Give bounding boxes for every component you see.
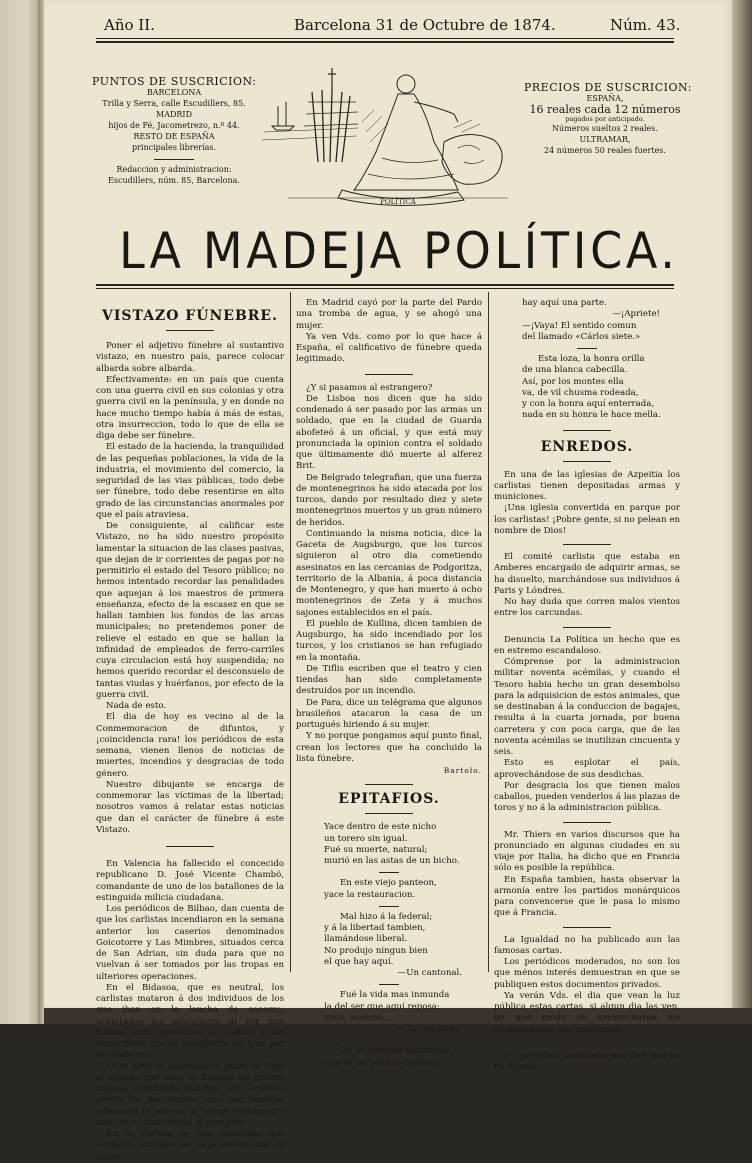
column-2	[296, 298, 482, 1069]
verse-line: Esta loza, la honra orilla	[538, 354, 645, 364]
ornament-rule	[166, 846, 214, 847]
paragraph: Continuando la misma noticia, dice la Gaceta de Augsburgo, que los turcos siguieron al otro dia cometiendo asesinatos en las cercanias de Podgoritza, territorio de la Albania, á poca distancia de Montenegro, y que han muerto á ocho montenegrinos de Zeta y á muchos sajones establecidos en el país.	[296, 528, 482, 618]
signature: Bartolo.	[443, 766, 482, 775]
ornament-rule	[365, 813, 413, 814]
admin-address: Escudillers, núm. 85, Barcelona.	[108, 176, 240, 185]
sp-line: MADRID	[156, 110, 192, 119]
paragraph: En Valencia ha fallecido el concecido republicano D. José Vicente Chambó, comandante de uno de los batallones de la estinguida milicia ciudadana.	[96, 859, 284, 903]
header-rule-thick	[96, 41, 674, 43]
verse-line: Fué su muerte, natural;	[324, 844, 428, 855]
paragraph: En el Bidasoa, que es neutral, los carlistas mataron á dos individuos de los que iban en la lancha de socorro, acalorados los miqueletes al ver que habían sido detenidos el cañon y las municiones que se remitieron de Irun por el citado rio.	[96, 982, 284, 1061]
verse-line: del llamado «Cárlos siete.»	[522, 331, 641, 342]
verse-line: Yace dentro de este nicho	[324, 822, 437, 833]
left-page-strip	[0, 0, 38, 1024]
verse-line: violó, asesinó...	[324, 1012, 391, 1023]
paragraph: Cómprense por la administracion militar noventa acémilas, y cuando el Tesoro habia hecho un gran desembolso para la adquisicion de estos animales, que se destinaban á la conduccion de bagajes, resulta á la cuarta jornada, por buena carretera y con poca carga, que de las noventa acémilas se inutilizan cincuenta y seis.	[494, 657, 680, 757]
paragraph: En España tambien, hasta observar la armonía entre los partidos monárquicos para convencerse que le pasa lo mismo que á Francia.	[494, 874, 680, 919]
verse-line: llamándose liberal.	[324, 934, 408, 945]
year-label: Año II.	[104, 16, 155, 34]
verse-line: En este viejo panteon,	[340, 878, 437, 889]
verse-line: yace la restauracion.	[324, 889, 416, 900]
admin-title: Redaccion y administracion:	[116, 165, 232, 174]
paragraph: Nuestro dibujante se encarga de conmemorar las víctimas de la libertad; nosotros vamos á relatar estas noticias que dan el carácter de fúnebre á este Vistazo.	[96, 779, 284, 835]
subscription-prices	[524, 81, 692, 156]
paragraph: De consiguiente, al calificar este Vistazo, no ha sido nuestro propósito lamentar la situacion de las clases pasivas, que dejan de ir corrientes de pagas por no permitirlo el estado del Tesoro público; no hemos intentado recordar las penalidades que aquejan á los maestros de primera enseñanza, efecto de la escasez en que se hallan tambien los fondos de las arcas municipales; no pretendemos poner de relieve el estado en que se hallan la infinidad de empleados de ferro-carriles cuya circulacion está hoy suspendida; no hemos querido recordar el desconsuelo de tantas viudas y huérfanos, por efecto de la guerra civil.	[96, 521, 284, 700]
masthead-rule-thin	[96, 288, 674, 289]
masthead-title: LA MADEJA POLÍTICA.	[119, 222, 679, 280]
ornament-rule	[563, 822, 611, 823]
ornament-rule	[563, 1043, 611, 1044]
verse-line: —¡Apriete!	[612, 309, 660, 320]
verse-line: y á la libertad tambien,	[324, 923, 426, 933]
vignette-banner: POLÍTICA	[380, 198, 416, 206]
sp-line: RESTO DE ESPAÑA	[133, 132, 215, 141]
verse-line: de una blanca cabecilla.	[522, 365, 628, 376]
paragraph: El pueblo de Kullina, dicen tambien de Augsburgo, ha sido incendiado por los turcos, y los cristianos se han refugiado en la montaña.	[296, 618, 482, 663]
article-heading: ENREDOS.	[540, 438, 634, 455]
ornament-rule	[379, 1040, 399, 1041]
verse-line: murió en las astas de un bicho.	[324, 856, 460, 866]
paragraph: El comité carlista que estaba en Amberes encargado de adquirir armas, se ha disuelto, marchándose sus individuos á Paris y Lóndres.	[494, 552, 680, 596]
paragraph: En una de las iglesias de Azpeitia los carlistas tienen depositadas armas y municiones.	[494, 469, 680, 502]
article-heading: EPITAFIOS.	[338, 791, 440, 808]
paragraph: El dia de hoy es vecino al de la Conmemoracion de difuntos, y ¡coincidencia rara! los periódicos de esta semana, vienen llenos de noticias de muertes, incendios y desgracias de todo género.	[96, 712, 284, 779]
verse-line: Mal hizo á la federal;	[340, 911, 433, 922]
price-line: 24 números 50 reales fuertes.	[544, 146, 666, 155]
paragraph: Nada de esto.	[106, 701, 167, 711]
paragraph: La Igualdad no ha publicado aun las famosas cartas.	[494, 934, 680, 956]
divider	[154, 159, 194, 160]
column-3	[494, 298, 680, 1073]
verse-line: nada en su honra le hace mella.	[522, 410, 661, 421]
verse-line: Fué la vida mas inmunda	[340, 990, 450, 1001]
paragraph: Y no porque pongamos aquí punto final, crean los lectores que ha concluido la lista fúnebre.	[296, 731, 482, 764]
price-line: pagados por anticipado.	[565, 115, 645, 123]
verse-line: la del ser que aquí reposa:	[324, 1001, 440, 1012]
paragraph: Poner el adjetivo fúnebre al sustantivo vistazo, en nuestro país, parece colocar albarda sobre albarda.	[96, 341, 284, 374]
ornament-rule	[365, 784, 413, 785]
verse-line: De un viviente mozalvete,	[340, 1046, 453, 1057]
price-line: ULTRAMAR,	[579, 135, 631, 144]
subscription-points	[92, 76, 256, 186]
verse-line: que es un pedazo de atun,	[324, 1057, 439, 1068]
paragraph: De Lisboa nos dicen que ha sido condenado á ser pasado por las armas un soldado, que en la ciudad de Guarda abofeteó á un oficial, y que está muy pronunciada la opinion contra el soldado que últimamente dió muerte al alferez Brit.	[296, 393, 482, 472]
paragraph: Efectivamente: en un país que cuenta con una guerra civil en sus colonias y otra guerra civil en la península, y en donde no hace mucho tiempo había á más de estas, otra insurreccion, todo lo que de ella se diga debe ser fúnebre.	[96, 374, 284, 441]
verse-line: hay aquí una parte.	[522, 298, 607, 308]
paragraph: En la Coruña se han suicidado dos soldados, sin que se haya averiguado la causa.	[96, 1129, 284, 1162]
column-1	[96, 298, 284, 1163]
paragraph: Ya ven Vds. como por lo que hace á España, el calificativo de fúnebre queda legitimado.	[296, 331, 482, 365]
verse-line: —Un cantonal.	[397, 968, 462, 978]
subscription-prices-title: PRECIOS DE SUSCRICION:	[524, 81, 692, 94]
verse-line: No produjo ningun bien	[324, 945, 428, 956]
paragraph: Mr. Thiers en varios discursos que ha pronunciado en algunas ciudades en su viaje por Italia, ha dicho que en Francia sólo es posible la república.	[494, 829, 680, 874]
paragraph: En Madrid cayó por la parte del Pardo una tromba de agua, y se ahogó una mujer.	[296, 298, 482, 331]
sp-line: principales librerías.	[131, 143, 217, 152]
verse-line: —¡Vaya! El sentido comun	[522, 320, 637, 331]
ornament-rule	[379, 984, 399, 985]
paragraph: De Belgrado telegrafian, que una fuerza de montenegrinos ha sido atacada por los turcos, dando por resultado diez y siete montenegrinos muertos y un gran número de heridos.	[296, 472, 482, 528]
verse-line: un torero sin igual.	[324, 833, 408, 844]
masthead-rule	[96, 284, 674, 286]
paragraph: El estado de la hacienda, la tranquilidad de las pequeñas poblaciones, la vida de la industria, el movimiento del comercio, la seguridad de las vias públicas, todo debe ser fúnebre, todo debe resentirse en alto grado de las circunstancias anormales por que el país atraviesa.	[96, 442, 284, 520]
place-date: Barcelona 31 de Octubre de 1874.	[294, 16, 556, 34]
verse-line: —Un carcunda.	[394, 1024, 462, 1034]
paragraph: Los periódicos moderados, no son los que ménos interés demuestran en que se publiquen estos documentos privados.	[494, 957, 680, 990]
price-line: Números sueltos 2 reales.	[552, 124, 658, 133]
sp-line: Trilla y Serra, calle Escudillers, 85.	[102, 99, 246, 108]
ornament-rule	[563, 627, 611, 628]
column-separator	[488, 292, 489, 972]
ornament-rule	[563, 461, 611, 462]
header-rule	[96, 38, 674, 39]
ornament-rule	[563, 927, 611, 928]
verse-line: va, de vil chusma rodeada,	[522, 387, 639, 398]
allegory-vignette	[258, 62, 520, 212]
subscription-points-title: PUNTOS DE SUSCRICION:	[92, 75, 257, 88]
paragraph: Los periódicos de Bilbao, dan cuenta de que los carlistas incendiaron en la semana anterior los caseríos denominados Goicotorre y Las Mimbres, situados cerca de San Adrian, sin duda para que no vuelvan á ser tomados por las tropas en ulteriores operaciones.	[96, 904, 284, 982]
ornament-rule	[563, 430, 611, 431]
paragraph: De Para, dice un telégrama que algunos brasileños atacaron la casa de un portugués hiriendo á su mujer.	[296, 697, 482, 730]
ornament-rule	[563, 544, 611, 545]
sp-line: BARCELONA	[146, 88, 202, 97]
verse-line: Así, por los montes ella	[522, 376, 624, 387]
paragraph: Esto es esplotar el país, aprovechándose de sus desdichas.	[494, 758, 680, 780]
paragraph: De Tiflis escriben que el teatro y cien tiendas han sido completamente destruidos por un incendio.	[296, 663, 482, 697]
article-heading: VISTAZO FÚNEBRE.	[102, 308, 278, 324]
ornament-rule	[166, 330, 214, 331]
paragraph: No hay duda que corren malos vientos entre los carcundas.	[494, 597, 680, 619]
ornament-rule	[577, 348, 597, 349]
paragraph: Por desgracia los que tienen malos caballos, pueden venderlos á las plazas de toros y no á la administracion pública.	[494, 780, 680, 814]
paragraph: Ya verán Vds. el dia que vean la luz pública estas cartas, si algun dia las ven, de qué modo se aprovecharán los moderados de sus contenidos.	[494, 990, 680, 1035]
sp-line: hijos de Fé, Jacometrezo, n.º 44.	[108, 121, 240, 130]
paragraph: ¡Una iglesia convertida en parque por los carlistas! ¡Pobre gente, si no pelean en nombre de Dios!	[494, 503, 680, 536]
ornament-rule	[379, 906, 399, 907]
ornament-rule	[379, 872, 399, 873]
paragraph: Denuncia La Política un hecho que es en estremo escandaloso.	[494, 634, 680, 656]
right-page-edge	[732, 0, 752, 1024]
paragraph: Un periódico madrileño nos dice que no ha dejado	[494, 1050, 680, 1072]
price-line: 16 reales cada 12 números	[529, 103, 681, 116]
issue-number: Núm. 43.	[610, 16, 681, 34]
ornament-rule	[365, 374, 413, 375]
price-line: ESPAÑA,	[586, 94, 624, 103]
paragraph: En el acto de contestar la plaza de Vigo al saludo que hizo la fragata de guerra inglesa nombrada Raleigh, un artillero perdió los dos brazos; uno, por haberse inflamado la pólvora al tiempo de cargar y otro en la caida desde el parapeto.	[96, 1061, 284, 1128]
verse-line: y con la honra aquí enterrada,	[522, 399, 655, 409]
verse-line: el que hay aquí.	[324, 956, 394, 967]
column-separator	[290, 292, 291, 972]
paragraph: ¿Y si pasamos al estrangero?	[306, 382, 433, 393]
